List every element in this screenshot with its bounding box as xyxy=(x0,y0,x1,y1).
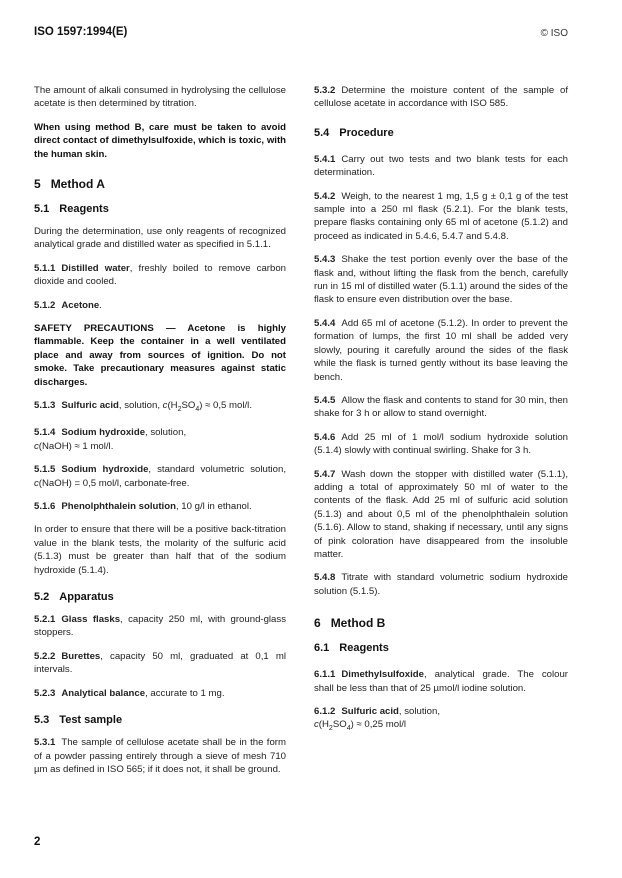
subsection-heading: 5.4 Procedure xyxy=(314,126,394,139)
note-paragraph: In order to ensure that there will be a positive back-titration value in the blank tests, the molarity of the sulfuric acid (5.1.3) must be greater than half that of the sodium hydroxide (5.1.4). xyxy=(34,524,286,576)
clause-paragraph: 5.4.1 Carry out two tests and two blank tests for each determination. xyxy=(314,153,568,179)
section-heading: 5 Method A xyxy=(34,177,105,192)
clause-paragraph: 5.3.2 Determine the moisture content of the sample of cellulose acetate in accordance with ISO 585. xyxy=(314,85,568,110)
clause-paragraph: 5.1.3 Sulfuric acid, solution, $c(H_2SO_4) \approx 0,5$ mol/l. xyxy=(34,400,252,413)
left-column xyxy=(34,84,286,776)
copyright-notice: © ISO xyxy=(540,28,568,39)
subsection-heading: 6.1 Reagents xyxy=(314,642,389,655)
standard-number: ISO 1597:1994(E) xyxy=(34,26,128,38)
clause-paragraph: 5.1.4 Sodium hydroxide, solution, c(NaOH) ≈ 1 mol/l. xyxy=(34,427,187,452)
clause-paragraph: 5.4.3 Shake the test portion evenly over the base of the flask and, without lifting the flask from the bench, carefully run in 15 ml of distilled water (5.1.1) around the sides of the flask to ensure even distribution over the base. xyxy=(314,254,568,306)
safety-precautions: SAFETY PRECAUTIONS — Acetone is highly flammable. Keep the container in a well ventilated place and away from sources of ignition. Do not smoke. Take precautionary measures against static discharges. xyxy=(34,323,286,388)
right-column xyxy=(314,84,568,736)
clause-paragraph: 5.4.6 Add 25 ml of 1 mol/l sodium hydroxide solution (5.1.4) slowly with continual swirling. Shake for 3 h. xyxy=(314,431,568,457)
clause-paragraph: 5.4.4 Add 65 ml of acetone (5.1.2). In order to prevent the formation of lumps, the first 10 ml shall be added very slowly, pouring it carefully around the sides of the flask while the flask is turned gently without its base leaving the bench. xyxy=(314,317,568,383)
clause-paragraph: 5.1.1 Distilled water, freshly boiled to remove carbon dioxide and cooled. xyxy=(34,262,286,288)
section-heading: 6 Method B xyxy=(314,616,386,631)
clause-paragraph: 5.2.1 Glass flasks, capacity 250 ml, with ground-glass stoppers. xyxy=(34,614,286,639)
intro-paragraph: The amount of alkali consumed in hydrolysing the cellulose acetate is then determined by titration. xyxy=(34,85,286,110)
reagents-intro: During the determination, use only reagents of recognized analytical grade and distilled water as specified in 5.1.1. xyxy=(34,226,286,251)
clause-paragraph: 5.1.2 Acetone. xyxy=(34,299,102,311)
clause-paragraph: 5.4.8 Titrate with standard volumetric sodium hydroxide solution (5.1.5). xyxy=(314,572,568,597)
subsection-heading: 5.2 Apparatus xyxy=(34,591,114,604)
clause-paragraph: 6.1.1 Dimethylsulfoxide, analytical grade. The colour shall be less than that of 25 µmol/l iodine solution. xyxy=(314,669,568,694)
subsection-heading: 5.1 Reagents xyxy=(34,203,109,216)
clause-paragraph: 5.1.6 Phenolphthalein solution, 10 g/l in ethanol. xyxy=(34,501,252,513)
page-number: 2 xyxy=(34,836,41,848)
clause-paragraph: 5.4.2 Weigh, to the nearest 1 mg, 1,5 g ± 0,1 g of the test sample into a 250 ml flask (5.2.1). For the blank tests, prepare flasks containing only 65 ml of acetone (5.1.2) and proceed as indicated in 5.4.6, 5.4.7 and 5.4.8. xyxy=(314,190,568,242)
clause-paragraph: 5.4.5 Allow the flask and contents to stand for 30 min, then shake for 3 h or allow to stand overnight. xyxy=(314,394,568,420)
clause-paragraph: 5.1.5 Sodium hydroxide, standard volumetric solution, c(NaOH) = 0,5 mol/l, carbonate-free. xyxy=(34,464,286,489)
clause-paragraph: 5.4.7 Wash down the stopper with distilled water (5.1.1), adding a total of approximately 50 ml of water to the contents of the flask. Add 25 ml of sulfuric acid solution (5.1.3) and about 0,5 ml of the phenolphthalein solution (5.1.6). Allow to stand, shaking if necessary, until any signs of pink coloration have disappeared from the insoluble matter. xyxy=(314,468,568,560)
subsection-heading: 5.3 Test sample xyxy=(34,714,123,727)
clause-paragraph: 5.2.2 Burettes, capacity 50 ml, graduated at 0,1 ml intervals. xyxy=(34,650,286,676)
method-b-warning: When using method B, care must be taken to avoid direct contact of dimethylsulfoxide, which is toxic, with the human skin. xyxy=(34,121,286,160)
clause-paragraph: 6.1.2 Sulfuric acid, solution, $c(H_2SO_4) \approx 0,25$ mol/l xyxy=(314,706,440,733)
clause-paragraph: 5.2.3 Analytical balance, accurate to 1 mg. xyxy=(34,687,225,699)
clause-paragraph: 5.3.1 The sample of cellulose acetate shall be in the form of a powder passing entirely through a sieve of mesh 710 µm as defined in ISO 565; if it does not, it shall be ground. xyxy=(34,737,286,775)
